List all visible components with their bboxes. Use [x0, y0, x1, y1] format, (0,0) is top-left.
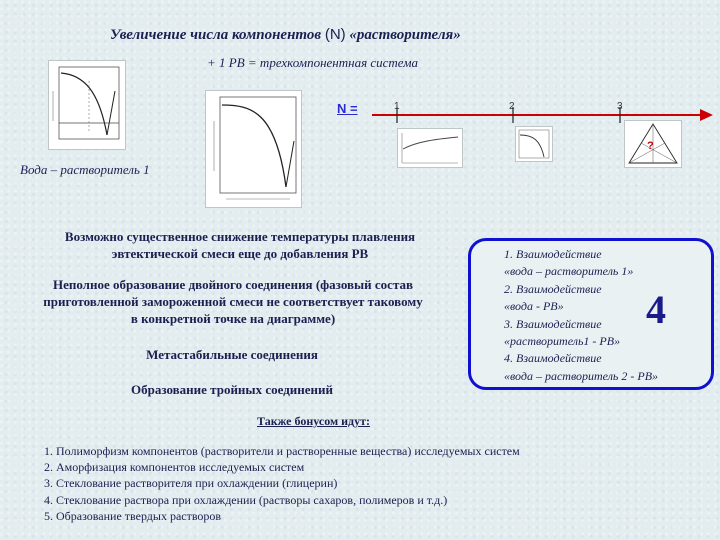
- phase-diagram-thumbnail-1: [48, 60, 126, 150]
- statement-2-line-3: в конкретной точке на диаграмме): [130, 311, 336, 326]
- slide-title: [110, 26, 461, 44]
- water-solvent-label: Вода – растворитель 1: [20, 162, 150, 177]
- n1-mini-graphic: [398, 129, 462, 167]
- n-tick-2: 2: [509, 101, 515, 112]
- bonus-title: Также бонусом идут:: [257, 414, 371, 428]
- title-n: (N): [324, 26, 346, 43]
- bonus-item-1: 1. Полиморфизм компонентов (растворители и растворенные вещества) исследуемых систем: [44, 444, 520, 458]
- phase-diagram-2-graphic: [206, 91, 301, 207]
- slide-subtitle: + 1 РВ = трехкомпонентная система: [207, 55, 419, 70]
- bonus-item-5: 5. Образование твердых растворов: [44, 508, 222, 523]
- interaction-line-4: «вода - РВ»: [504, 299, 564, 314]
- n2-mini-graphic: [516, 127, 552, 161]
- n1-mini-diagram: [397, 128, 463, 168]
- interaction-line-7: 4. Взаимодействие: [504, 351, 602, 366]
- n-axis-label: N =: [337, 101, 358, 116]
- statement-1-line-1: Возможно существенное снижение температуры плавления: [64, 229, 416, 244]
- n-tick-3: 3: [617, 101, 623, 112]
- bonus-item-2: 2. Аморфизация компонентов исследуемых систем: [44, 460, 305, 475]
- interaction-line-5: 3. Взаимодействие: [504, 316, 602, 331]
- bonus-item-4: 4. Стеклование раствора при охлаждении (растворы сахаров, полимеров и т.д.): [44, 492, 448, 507]
- interaction-line-8: «вода – растворитель 2 - РВ»: [504, 368, 659, 383]
- question-mark: ?: [647, 140, 654, 152]
- bonus-item-3: 3. Стеклование растворителя при охлаждении (глицерин): [44, 476, 338, 491]
- statement-3: Метастабильные соединения: [146, 347, 318, 362]
- title-text-after: «растворителя»: [345, 27, 461, 43]
- bonus-list: [44, 443, 520, 524]
- interaction-line-6: «растворитель1 - РВ»: [504, 334, 621, 349]
- n2-mini-diagram: [515, 126, 553, 162]
- statement-1-line-2: эвтектической смеси еще до добавления РВ: [111, 246, 369, 261]
- statement-2-line-1: Неполное образование двойного соединения (фазовый состав: [52, 277, 414, 292]
- interaction-count: 4: [646, 287, 666, 332]
- statement-4: Образование тройных соединений: [130, 382, 333, 397]
- statement-2-line-2: приготовленной замороженной смеси не соответствует таковому: [43, 294, 423, 309]
- phase-diagram-thumbnail-2: [205, 90, 302, 208]
- interaction-line-2: «вода – растворитель 1»: [504, 264, 634, 279]
- title-text-before: Увеличение числа компонентов: [110, 27, 325, 43]
- phase-diagram-1-graphic: [49, 61, 125, 149]
- interaction-line-1: 1. Взаимодействие: [504, 247, 602, 261]
- interaction-line-3: 2. Взаимодействие: [504, 281, 602, 296]
- n-tick-1: 1: [394, 101, 400, 112]
- interactions-list: [504, 246, 658, 385]
